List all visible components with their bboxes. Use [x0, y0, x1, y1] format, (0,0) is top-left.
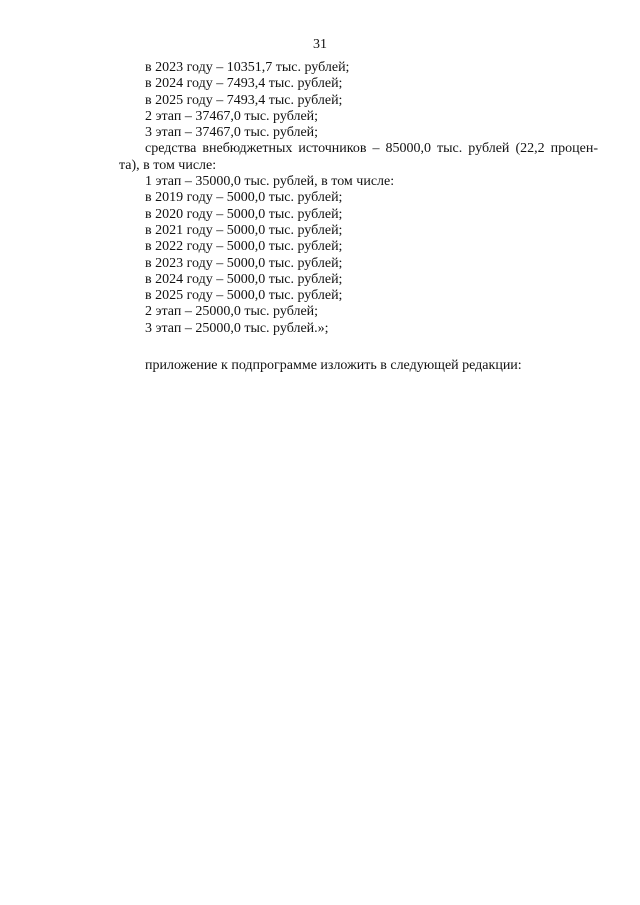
extrabudget-line-2024: в 2024 году – 5000,0 тыс. рублей;: [145, 271, 343, 287]
extrabudget-line-2020: в 2020 году – 5000,0 тыс. рублей;: [145, 206, 343, 222]
funding-line-2023: в 2023 году – 10351,7 тыс. рублей;: [145, 60, 350, 75]
extrabudget-line-stage-3: 3 этап – 25000,0 тыс. рублей.»;: [145, 320, 329, 336]
page-number: 31: [313, 37, 327, 52]
extrabudget-line-2025: в 2025 году – 5000,0 тыс. рублей;: [145, 288, 343, 304]
extrabudget-line-2019: в 2019 году – 5000,0 тыс. рублей;: [145, 190, 343, 206]
funding-line-2025: в 2025 году – 7493,4 тыс. рублей;: [145, 92, 343, 108]
funding-line-2024: в 2024 году – 7493,4 тыс. рублей;: [145, 76, 343, 92]
extrabudget-paragraph: средства внебюджетных источников – 85000,0 тыс. рублей (22,2 процен-та), в том числе:: [119, 141, 598, 173]
closing-line: приложение к подпрограмме изложить в следующей редакции:: [145, 358, 522, 374]
funding-line-stage-2: 2 этап – 37467,0 тыс. рублей;: [145, 108, 319, 124]
document-body: [119, 60, 598, 374]
extrabudget-line-2021: в 2021 году – 5000,0 тыс. рублей;: [145, 222, 343, 238]
extrabudget-line-2022: в 2022 году – 5000,0 тыс. рублей;: [145, 239, 343, 255]
paragraph-gap: [119, 337, 598, 358]
extrabudget-line-stage-2: 2 этап – 25000,0 тыс. рублей;: [145, 304, 319, 320]
extrabudget-line-stage-1: 1 этап – 35000,0 тыс. рублей, в том числе:: [145, 174, 395, 190]
funding-line-stage-3: 3 этап – 37467,0 тыс. рублей;: [145, 125, 319, 141]
extrabudget-line-2023: в 2023 году – 5000,0 тыс. рублей;: [145, 255, 343, 271]
